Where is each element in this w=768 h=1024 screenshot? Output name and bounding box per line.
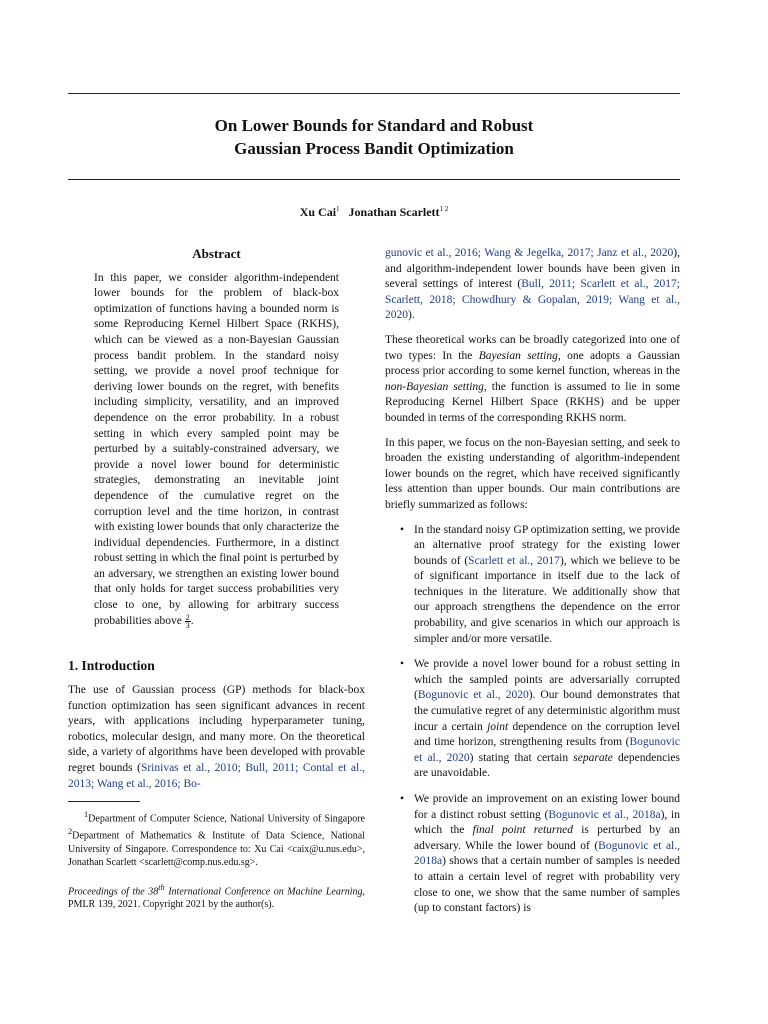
author-name: Xu Cai: [299, 205, 337, 219]
emphasis-text: joint: [487, 720, 509, 733]
contributions-list: [385, 523, 680, 917]
abstract-body: In this paper, we consider algorithm-independent lower bounds for the problem of black-box optimization of functions having a bounded norm is some Reproducing Kernel Hilbert Space (RKHS), which can be viewed as a non-Bayesian Gaussian process bandit problem. In the standard noisy setting, we provide a novel proof technique for deriving lower bounds on the regret, with benefits including simplicity, versatility, and an improved dependence on the error probability. In a robust setting in which every sampled point may be perturbed by a suitably-constrained adversary, we provide a novel lower bound for deterministic strategies, demonstrating an inevitable joint dependence of the cumulative regret on the corruption level and the time horizon, in contrast with existing lower bounds that only characterize the individual dependencies. Furthermore, in a distinct robust setting in which the final point is perturbed by an adversary, we strengthen an existing lower bound that only holds for target success probabilities very close to one, by allowing for arbitrary success probabilities above $\frac{2}{3}$ .: [94, 271, 339, 630]
footnote-marker: 1: [84, 810, 89, 820]
fraction-denominator: 3: [185, 620, 190, 630]
intro-paragraph: [68, 683, 365, 792]
item-text: dependence on the corruption level and time horizon, strengthening results from (: [414, 720, 681, 749]
citation-link[interactable]: Bogunovic et al., 2020: [414, 736, 680, 764]
intro-text: The use of Gaussian process (GP) methods for black-box function optimization has seen significant advances in recent years, with applications including hyperparameter tuning, robotics, molecular design, and many more. On the theoretical side, a variety of algorithms have been developed with provable regret bounds (: [68, 683, 365, 774]
author-list: [68, 205, 680, 220]
title-line-2: Gaussian Process Bandit Optimization: [234, 139, 514, 158]
footnote-rule: [68, 801, 140, 802]
proceedings-sup: th: [158, 882, 165, 892]
left-column: [68, 246, 365, 911]
fraction-numerator: 2: [185, 612, 190, 622]
item-text: ), which we believe to be of significant importance in itself due to the lack of techniques in the literature. We additionally show that our approach strengthens the dependence on the error probability, and give scenarios in which our approach is simpler and/or more versatile.: [414, 554, 680, 645]
emphasis-text: Bayesian setting: [478, 349, 558, 362]
item-text: In the standard noisy GP optimization setting, we provide an alternative proof strategy for the existing lower bounds of (: [414, 523, 680, 567]
paragraph-text: These theoretical works can be broadly categorized into one of two types: In the: [385, 333, 680, 362]
item-text: dependencies are unavoidable.: [414, 751, 680, 780]
paragraph-text: , one adopts a Gaussian process prior according to some kernel function, whereas in the: [385, 349, 680, 378]
item-text: We provide a novel lower bound for a robust setting in which the sampled points are adversarially corrupted (: [414, 658, 680, 702]
emphasis-text: non-Bayesian setting: [385, 380, 484, 393]
paragraph-text: , the function is assumed to lie in some Reproducing Kernel Hilbert Space (RKHS) and be upper bounded in terms of the corresponding RKHS norm.: [385, 380, 680, 424]
abstract-text: In this paper, we consider algorithm-independent lower bounds for the problem of black-box optimization of functions having a bounded norm is some Reproducing Kernel Hilbert Space (RKHS), which can be viewed as a non-Bayesian Gaussian process bandit problem. In the standard noisy setting, we provide a novel proof technique for deriving lower bounds on the regret, with benefits including simplicity, versatility, and an improved dependence on the error probability. In a robust setting in which every sampled point may be perturbed by a suitably-constrained adversary, we provide a novel lower bound for deterministic strategies, demonstrating an inevitable joint dependence of the cumulative regret on the corruption level and the time horizon, in contrast with existing lower bounds that only characterize the individual dependencies. Furthermore, in a distinct robust setting in which the final point is perturbed by an adversary, we strengthen an existing lower bound that only holds for target success probabilities very close to one, by allowing for arbitrary success probabilities above: [94, 271, 339, 627]
item-text: We provide an improvement on an existing lower bound for a distinct robust setting (: [414, 793, 680, 821]
paper-title: [68, 114, 680, 160]
author-affiliation: 1: [336, 205, 340, 213]
categories-paragraph: [385, 333, 680, 427]
right-column: [385, 246, 680, 927]
footnote-marker: 2: [68, 827, 73, 837]
item-text: ). Our bound demonstrates that the cumulative regret of any deterministic algorithm must incur a certain: [414, 689, 681, 733]
item-text: ), in which the: [414, 808, 680, 837]
title-line-1: On Lower Bounds for Standard and Robust: [214, 116, 534, 135]
item-text: ) stating that certain: [469, 751, 574, 764]
paragraph-text: ), and algorithm-independent lower bounds have been given in several settings of interest (: [385, 247, 680, 291]
emphasis-text: separate: [573, 751, 613, 764]
author-affiliation: 1 2: [439, 205, 449, 213]
citation-link[interactable]: Bogunovic et al., 2018a: [414, 839, 680, 868]
emphasis-text: final point returned: [472, 824, 573, 837]
footnote-text: Department of Computer Science, National University of Singapore: [88, 813, 365, 825]
citation-link[interactable]: Scarlett et al., 2017: [468, 554, 560, 567]
citation-link[interactable]: Bull, 2011; Scarlett et al., 2017; Scarlett, 2018; Chowdhury & Gopalan, 2019; Wang et al., 2020: [385, 278, 681, 322]
paragraph-text: ).: [408, 309, 415, 322]
title-bottom-rule: [68, 179, 680, 180]
footnote-text: Department of Mathematics & Institute of Data Science, National University of Singapore. Correspondence to: Xu Cai <caix@u.nus.edu>, Jonathan Scarlett <scarlett@comp.nus.edu.sg>.: [68, 830, 365, 868]
proceedings-italic: Proceedings of the 38: [68, 886, 159, 898]
section-heading-introduction: 1. Introduction: [68, 658, 155, 674]
list-item: [385, 657, 680, 782]
related-work-paragraph: [385, 246, 680, 324]
abstract-heading: Abstract: [192, 246, 241, 261]
list-item: [385, 792, 680, 917]
item-text: is perturbed by an adversary. While the lower bound of (: [414, 824, 681, 852]
citation-link[interactable]: Bogunovic et al., 2020: [417, 689, 529, 702]
proceedings-note: [68, 881, 365, 911]
list-item: [385, 523, 680, 648]
top-rule: [68, 93, 680, 94]
item-text: ) shows that a certain number of samples is needed to attain a certain level of regret with probability very close to one, we show that the same number of samples (up to constant factors) is: [414, 855, 680, 915]
author-name: Jonathan Scarlett: [348, 205, 440, 219]
proceedings-text: , PMLR 139, 2021. Copyright 2021 by the author(s).: [68, 886, 365, 911]
proceedings-italic: International Conference on Machine Learning: [164, 886, 363, 898]
citation-link[interactable]: gunovic et al., 2016; Wang & Jegelka, 2017; Janz et al., 2020: [385, 247, 674, 259]
citation-link[interactable]: Srinivas et al., 2010; Bull, 2011; Contal et al., 2013; Wang et al., 2016; Bo-: [68, 761, 365, 790]
fraction: [185, 614, 191, 629]
focus-paragraph: In this paper, we focus on the non-Bayesian setting, and seek to broaden the existing understanding of algorithm-independent lower bounds on the regret, which have received significantly less attention than upper bounds. Our main contributions are briefly summarized as follows:: [385, 436, 680, 511]
affiliation-footnote: [68, 808, 365, 869]
citation-link[interactable]: Bogunovic et al., 2018a: [548, 808, 661, 821]
